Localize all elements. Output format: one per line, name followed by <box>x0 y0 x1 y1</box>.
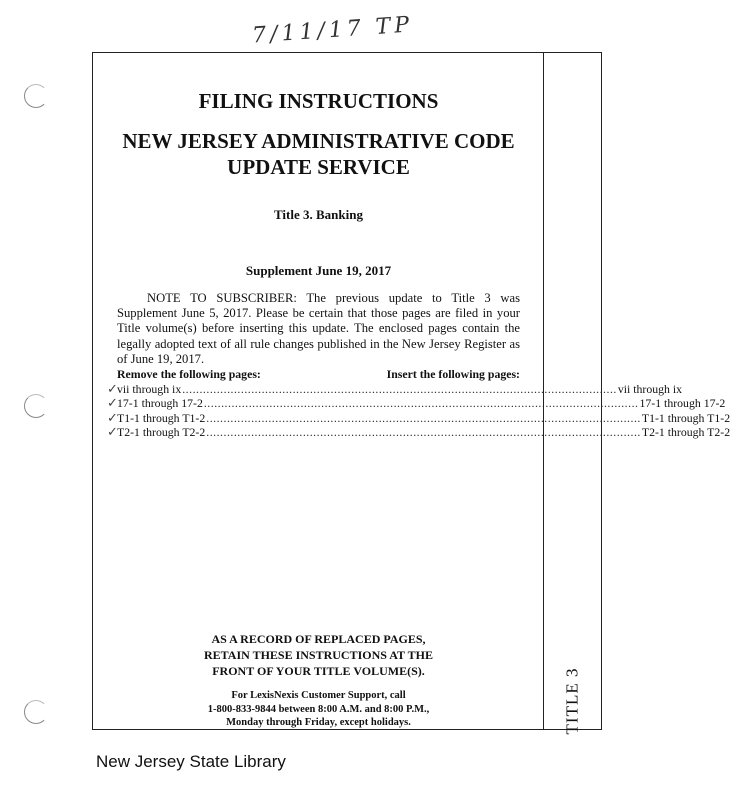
remove-pages: vii through ix <box>117 381 182 396</box>
record-line-1: AS A RECORD OF REPLACED PAGES, <box>211 632 426 646</box>
insert-pages: vii through ix <box>617 381 683 396</box>
insert-pages: T2-1 through T2-2 <box>641 425 730 439</box>
document-frame <box>92 52 730 735</box>
title-tab-label <box>552 661 592 741</box>
punch-hole-bottom <box>24 700 48 724</box>
insert-pages: T1-1 through T1-2 <box>641 410 730 425</box>
checkmark-icon: ✓ <box>107 424 118 439</box>
checkmark-icon: ✓ <box>107 395 118 410</box>
customer-support-info <box>93 689 544 730</box>
handwritten-date-initials: 7/11/17 TP <box>251 12 414 49</box>
supplement-date: Supplement June 19, 2017 <box>245 263 392 278</box>
code-heading: NEW JERSEY ADMINISTRATIVE CODE <box>122 129 515 153</box>
page-replacement-table <box>107 367 730 440</box>
punch-hole-middle <box>24 394 48 418</box>
remove-pages: T1-1 through T1-2 <box>117 410 206 425</box>
checkmark-icon: ✓ <box>107 409 118 425</box>
support-line-2: 1-800-833-9844 between 8:00 A.M. and 8:00 P.M., <box>207 703 430 715</box>
dot-leader: .............................................................................................................................. <box>182 381 617 396</box>
table-header <box>117 367 520 382</box>
dot-leader: .............................................................................................................................. <box>206 410 641 425</box>
title-tab-text: TITLE 3 <box>562 667 582 735</box>
remove-header: Remove the following pages: <box>117 367 261 381</box>
remove-pages: 17-1 through 17-2 <box>117 396 203 410</box>
record-line-2: RETAIN THESE INSTRUCTIONS AT THE <box>204 648 433 662</box>
insert-header: Insert the following pages: <box>386 367 520 381</box>
table-row <box>107 380 683 397</box>
library-stamp: New Jersey State Library <box>96 752 286 771</box>
insert-pages: 17-1 through 17-2 <box>639 396 726 410</box>
table-row <box>107 409 730 426</box>
support-line-1: For LexisNexis Customer Support, call <box>231 690 406 701</box>
remove-pages: T2-1 through T2-2 <box>117 425 206 439</box>
filing-instructions-heading: FILING INSTRUCTIONS <box>198 89 439 113</box>
subscriber-note-text: NOTE TO SUBSCRIBER: The previous update to Title 3 was Supplement June 5, 2017. Please be certain that those pages are filed in your Title volume(s) before inserting this update. The enclosed pages contain the legally adopted text of all rule changes published in the New Jersey Register as of June 19, 2017. <box>117 291 520 366</box>
record-line-3: FRONT OF YOUR TITLE VOLUME(S). <box>212 664 425 678</box>
main-content <box>93 53 730 729</box>
dot-leader: .............................................................................................................................. <box>203 396 639 410</box>
table-row <box>107 395 726 412</box>
title-tab-column <box>543 53 601 735</box>
table-row <box>107 424 730 441</box>
subscriber-note <box>117 291 520 367</box>
punch-hole-top <box>24 84 48 108</box>
checkmark-icon: ✓ <box>107 380 118 396</box>
record-notice <box>93 631 544 679</box>
support-line-3: Monday through Friday, except holidays. <box>226 717 411 728</box>
title-banking: Title 3. Banking <box>274 207 363 222</box>
dot-leader: .............................................................................................................................. <box>206 425 641 439</box>
update-service-heading: UPDATE SERVICE <box>227 155 410 179</box>
